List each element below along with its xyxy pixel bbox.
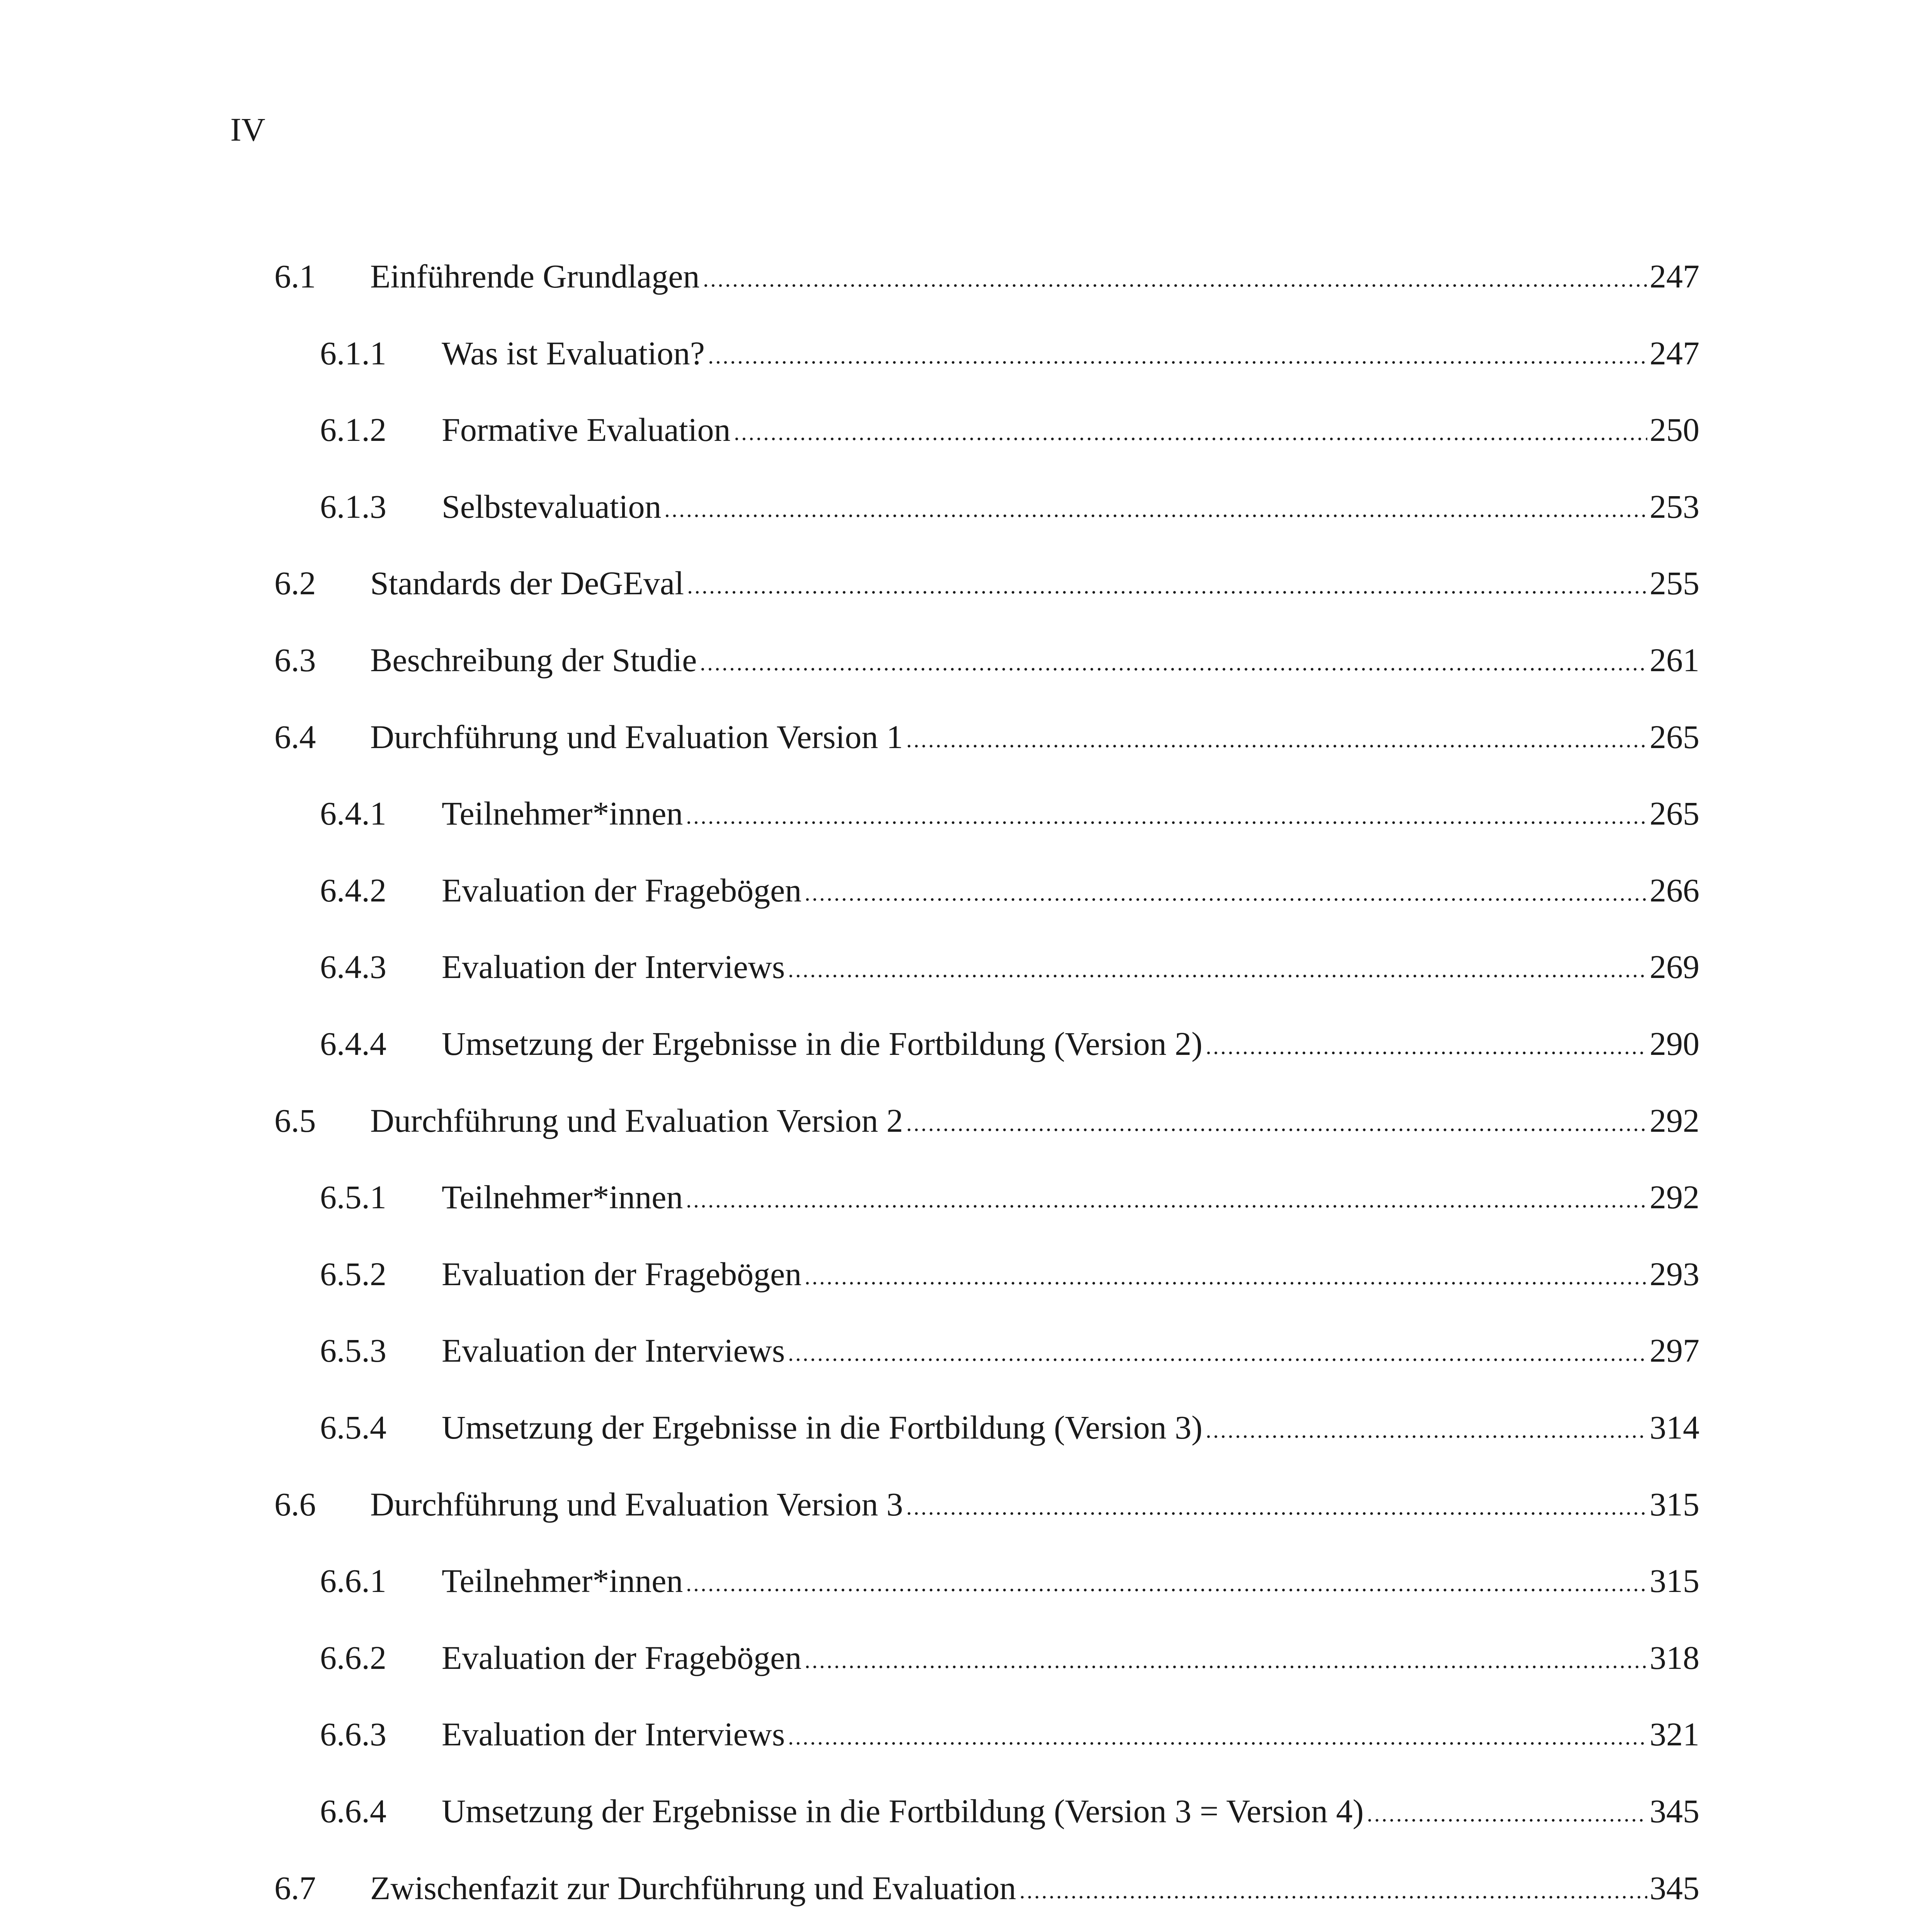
toc-entry-number: 6.4.2 (320, 871, 386, 909)
toc-entry-number: 6.1.2 (320, 411, 386, 449)
toc-entry-page: 253 (1650, 488, 1699, 525)
toc-entry-page: 247 (1650, 258, 1699, 295)
toc-dot-leader (1019, 1891, 1647, 1900)
toc-entry[interactable] (320, 790, 1699, 837)
toc-entry-page: 250 (1650, 411, 1699, 449)
toc-entry[interactable] (274, 714, 1699, 760)
toc-entry-page: 315 (1650, 1485, 1699, 1523)
toc-entry-number: 6.1 (274, 258, 316, 295)
toc-entry-page: 292 (1650, 1179, 1699, 1216)
toc-entry-title: Durchführung und Evaluation Version 2 (370, 1102, 903, 1139)
toc-entry[interactable] (320, 944, 1699, 990)
page-number: IV (230, 111, 265, 148)
toc-entry-number: 6.6.4 (320, 1793, 386, 1830)
toc-entry-number: 6.6.1 (320, 1562, 386, 1600)
toc-entry-page: 266 (1650, 871, 1699, 909)
toc-entry[interactable] (320, 867, 1699, 913)
toc-dot-leader (733, 433, 1647, 442)
toc-dot-leader (804, 1661, 1647, 1670)
toc-dot-leader (685, 816, 1647, 826)
toc-entry-title: Evaluation der Fragebögen (442, 871, 802, 909)
toc-entry-page: 255 (1650, 565, 1699, 602)
toc-entry-page: 297 (1650, 1332, 1699, 1369)
toc-entry-number: 6.4 (274, 718, 316, 755)
toc-dot-leader (804, 893, 1647, 903)
toc-entry[interactable] (320, 1404, 1699, 1451)
toc-dot-leader (1366, 1814, 1647, 1823)
toc-dot-leader (1205, 1430, 1647, 1440)
toc-entry-number: 6.7 (274, 1869, 316, 1906)
toc-dot-leader (702, 279, 1647, 289)
toc-entry[interactable] (320, 1711, 1699, 1757)
toc-entry-title: Teilnehmer*innen (442, 1179, 683, 1216)
toc-dot-leader (905, 1124, 1647, 1133)
toc-entry-number: 6.1.1 (320, 334, 386, 372)
toc-entry-title: Evaluation der Fragebögen (442, 1255, 802, 1293)
toc-entry-title: Evaluation der Fragebögen (442, 1639, 802, 1676)
toc-entry-number: 6.4.4 (320, 1025, 386, 1062)
toc-entry-number: 6.2 (274, 565, 316, 602)
toc-entry-page: 290 (1650, 1025, 1699, 1062)
toc-entry-title: Teilnehmer*innen (442, 1562, 683, 1600)
toc-dot-leader (905, 1507, 1647, 1517)
toc-entry-number: 6.6.2 (320, 1639, 386, 1676)
toc-entry[interactable] (274, 1097, 1699, 1144)
toc-entry-title: Umsetzung der Ergebnisse in die Fortbildung (Version 2) (442, 1025, 1203, 1062)
toc-entry-number: 6.4.3 (320, 948, 386, 986)
toc-entry-number: 6.5.3 (320, 1332, 386, 1369)
toc-entry-page: 318 (1650, 1639, 1699, 1676)
toc-entry-number: 6.4.1 (320, 795, 386, 832)
toc-entry-title: Evaluation der Interviews (442, 1332, 785, 1369)
toc-entry-title: Zwischenfazit zur Durchführung und Evaluation (370, 1869, 1016, 1906)
toc-entry-number: 6.6 (274, 1485, 316, 1523)
toc-entry[interactable] (320, 406, 1699, 453)
toc-entry-page: 265 (1650, 718, 1699, 755)
toc-entry-number: 6.5 (274, 1102, 316, 1139)
toc-entry[interactable] (274, 253, 1699, 299)
toc-entry-page: 321 (1650, 1716, 1699, 1753)
toc-dot-leader (787, 1737, 1647, 1747)
toc-entry-title: Durchführung und Evaluation Version 3 (370, 1485, 903, 1523)
toc-entry[interactable] (320, 330, 1699, 376)
toc-entry[interactable] (320, 1558, 1699, 1604)
toc-entry-title: Evaluation der Interviews (442, 1716, 785, 1753)
toc-entry-page: 314 (1650, 1409, 1699, 1446)
toc-dot-leader (804, 1277, 1647, 1286)
toc-entry-title: Einführende Grundlagen (370, 258, 700, 295)
toc-entry-number: 6.6.3 (320, 1716, 386, 1753)
toc-entry-title: Durchführung und Evaluation Version 1 (370, 718, 903, 755)
toc-entry[interactable] (274, 1481, 1699, 1527)
toc-entry-number: 6.5.4 (320, 1409, 386, 1446)
toc-entry-number: 6.5.2 (320, 1255, 386, 1293)
toc-dot-leader (707, 356, 1647, 366)
toc-entry[interactable] (320, 1327, 1699, 1374)
toc-dot-leader (685, 1584, 1647, 1593)
toc-entry-title: Umsetzung der Ergebnisse in die Fortbildung (Version 3 = Version 4) (442, 1793, 1364, 1830)
toc-entry-title: Beschreibung der Studie (370, 641, 697, 679)
toc-entry-number: 6.1.3 (320, 488, 386, 525)
toc-entry-title: Selbstevaluation (442, 488, 662, 525)
toc-dot-leader (905, 740, 1647, 749)
toc-dot-leader (1205, 1047, 1647, 1056)
toc-entry-page: 315 (1650, 1562, 1699, 1600)
toc-entry[interactable] (274, 1865, 1699, 1911)
toc-dot-leader (787, 1354, 1647, 1363)
toc-dot-leader (787, 970, 1647, 979)
toc-entry[interactable] (320, 1634, 1699, 1681)
toc-entry[interactable] (320, 1251, 1699, 1297)
toc-entry-title: Teilnehmer*innen (442, 795, 683, 832)
toc-entry-page: 345 (1650, 1869, 1699, 1906)
toc-entry-title: Umsetzung der Ergebnisse in die Fortbildung (Version 3) (442, 1409, 1203, 1446)
toc-entry-title: Standards der DeGEval (370, 565, 684, 602)
toc-entry[interactable] (320, 483, 1699, 530)
toc-entry[interactable] (320, 1174, 1699, 1220)
toc-entry-number: 6.3 (274, 641, 316, 679)
toc-entry[interactable] (274, 637, 1699, 683)
toc-dot-leader (686, 586, 1647, 595)
toc-entry-page: 265 (1650, 795, 1699, 832)
toc-dot-leader (663, 510, 1647, 519)
toc-entry-page: 345 (1650, 1793, 1699, 1830)
toc-entry[interactable] (274, 560, 1699, 606)
toc-entry[interactable] (320, 1788, 1699, 1834)
toc-entry-page: 293 (1650, 1255, 1699, 1293)
toc-entry-title: Evaluation der Interviews (442, 948, 785, 986)
toc-entry[interactable] (320, 1020, 1699, 1067)
toc-entry-page: 292 (1650, 1102, 1699, 1139)
toc-entry-title: Was ist Evaluation? (442, 334, 705, 372)
toc-entry-page: 247 (1650, 334, 1699, 372)
toc-entry-page: 269 (1650, 948, 1699, 986)
toc-entry-title: Formative Evaluation (442, 411, 731, 449)
toc-entry-page: 261 (1650, 641, 1699, 679)
toc-entry-number: 6.5.1 (320, 1179, 386, 1216)
toc-dot-leader (685, 1200, 1647, 1209)
toc-dot-leader (699, 663, 1647, 672)
